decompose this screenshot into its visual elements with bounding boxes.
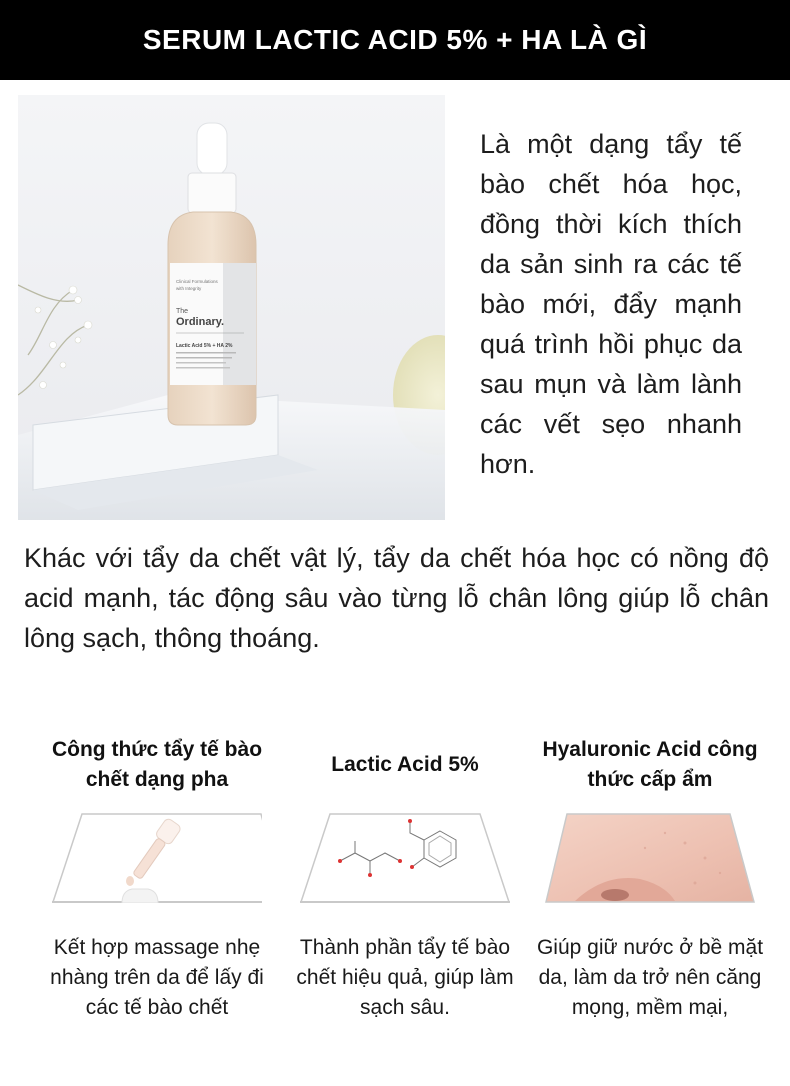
label-brand-the: The	[176, 308, 189, 315]
feature-dropper	[42, 725, 272, 1023]
label-brand-name: Ordinary.	[176, 316, 225, 328]
feature-lactic-acid	[290, 725, 520, 1023]
feature-description: Giúp giữ nước ở bề mặt da, làm da trở nên căng mọng, mềm mại,	[536, 936, 764, 1019]
dropper-icon	[52, 813, 262, 903]
feature-title: Lactic Acid 5%	[331, 753, 479, 776]
feature-title: Công thức tẩy tế bào chết dạng pha	[51, 738, 263, 791]
label-small-line-1: Clinical Formulations	[176, 279, 218, 284]
page-header	[0, 0, 790, 80]
product-photo	[18, 95, 445, 520]
feature-description: Thành phần tẩy tế bào chết hiệu quả, giúp làm sạch sâu.	[296, 936, 514, 1019]
label-product-name: Lactic Acid 5% + HA 2%	[176, 343, 233, 349]
skin-closeup-icon	[545, 813, 755, 903]
intro-text: Là một dạng tẩy tế bào chết hóa học, đồng thời kích thích da sản sinh ra các tế bào mới, đẩy mạnh quá trình hồi phục da sau mụn và làm lành các vết sẹo nhanh hơn.	[480, 129, 742, 479]
feature-hyaluronic-acid	[535, 725, 765, 1023]
feature-title: Hyaluronic Acid công thức cấp ẩm	[542, 738, 758, 791]
feature-description: Kết hợp massage nhẹ nhàng trên da để lấy đi các tế bào chết	[50, 936, 264, 1019]
molecule-icon	[300, 813, 510, 903]
description-paragraph: Khác với tẩy da chết vật lý, tẩy da chết hóa học có nồng độ acid mạnh, tác động sâu vào từng lỗ chân lông giúp lỗ chân lông sạch, thông thoáng.	[24, 543, 769, 653]
label-small-line-2: with Integrity	[176, 286, 202, 291]
serum-bottle-image	[18, 95, 445, 520]
page-title: SERUM LACTIC ACID 5% + HA LÀ GÌ	[142, 24, 648, 55]
